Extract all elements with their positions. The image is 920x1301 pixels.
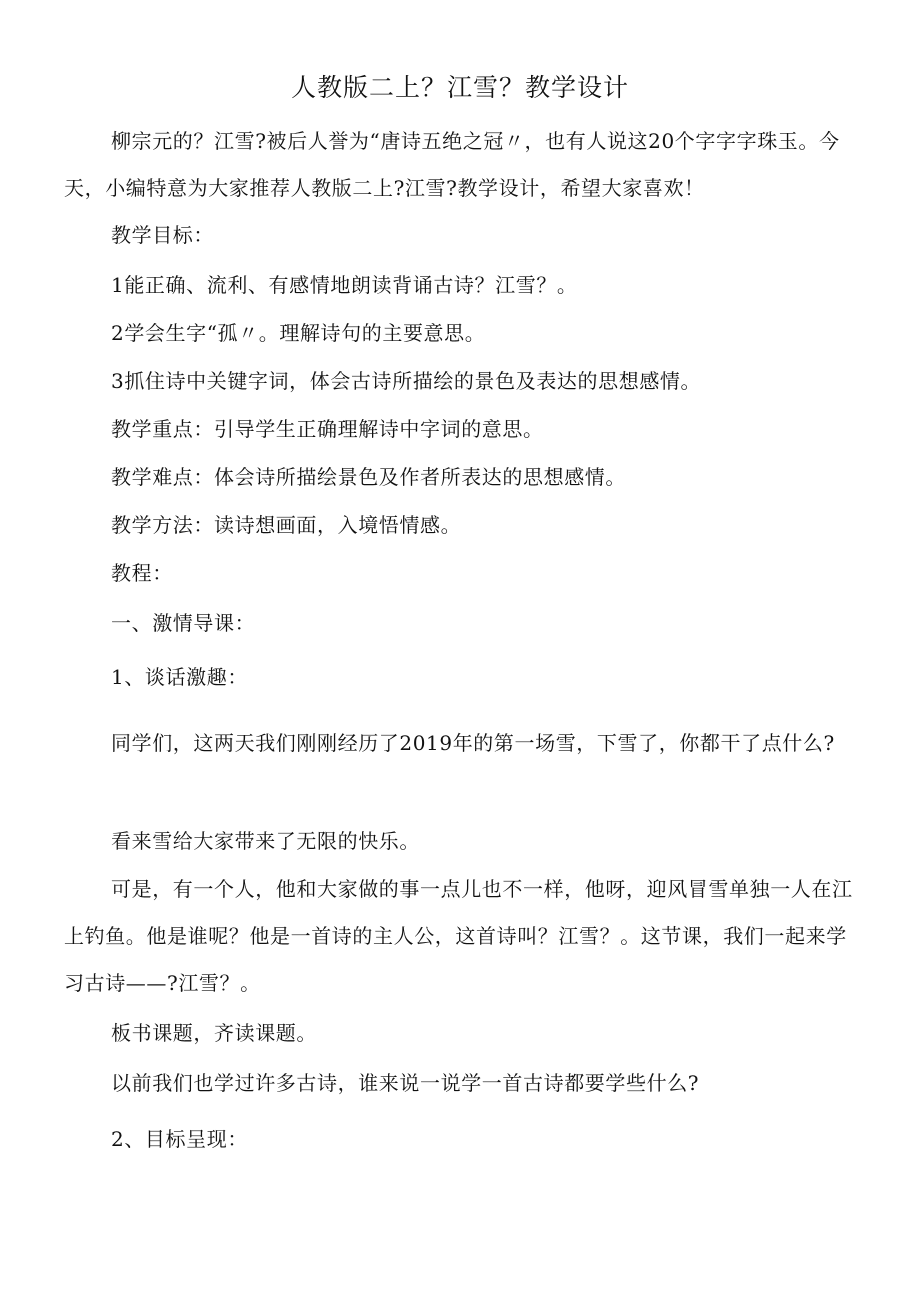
review-question: 以前我们也学过许多古诗，谁来说一说学一首古诗都要学些什么? — [111, 1071, 700, 1095]
subsection-2-heading: 2、目标呈现： — [111, 1127, 248, 1151]
dialogue-paragraph-3: 可是，有一个人，他和大家做的事一点儿也不一样，他呀，迎风冒雪单独一人在江上钓鱼。他是谁呢？他是一首诗的主人公，这首诗叫？江雪？。这节课，我们一起来学习古诗——?江雪？。 — [64, 877, 853, 995]
objective-1: 1能正确、流利、有感情地朗读背诵古诗？江雪？。 — [111, 273, 578, 297]
objective-3: 3抓住诗中关键字词，体会古诗所描绘的景色及表达的思想感情。 — [111, 369, 702, 393]
key-points: 教学重点：引导学生正确理解诗中字词的意思。 — [111, 417, 544, 441]
teaching-method: 教学方法：读诗想画面，入境悟情感。 — [111, 513, 462, 537]
section-1-heading: 一、激情导课： — [111, 611, 256, 635]
board-writing: 板书课题，齐读课题。 — [111, 1021, 317, 1045]
dialogue-paragraph-2: 看来雪给大家带来了无限的快乐。 — [111, 829, 420, 853]
procedure-heading: 教程： — [111, 561, 173, 585]
objectives-heading: 教学目标： — [111, 223, 214, 247]
subsection-1-heading: 1、谈话激趣： — [111, 665, 248, 689]
dialogue-paragraph-1: 同学们，这两天我们刚刚经历了2019年的第一场雪，下雪了，你都干了点什么? — [111, 731, 835, 755]
document-title: 人教版二上？江雪？教学设计 — [290, 73, 629, 102]
difficult-points: 教学难点：体会诗所描绘景色及作者所表达的思想感情。 — [111, 465, 626, 489]
intro-paragraph: 柳宗元的？江雪?被后人誉为“唐诗五绝之冠〃，也有人说这20个字字字珠玉。今天，小编特意为大家推荐人教版二上?江雪?教学设计，希望大家喜欢！ — [64, 129, 840, 200]
objective-2: 2学会生字“孤〃。理解诗句的主要意思。 — [111, 321, 486, 345]
